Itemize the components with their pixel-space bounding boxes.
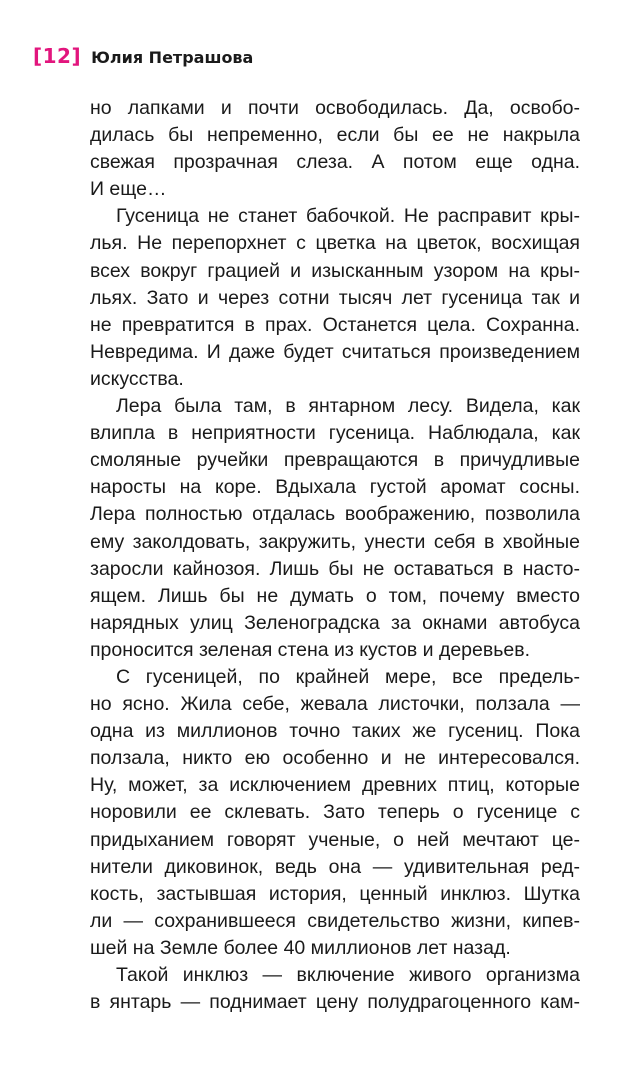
text-line: С гусеницей, по крайней мере, все предель- [116,665,580,688]
text-line: не превратится в прах. Останется цела. Сохранна. [90,313,580,336]
text-line: нарядных улиц Зеленоградска за окнами автобуса [90,611,580,634]
text-line: нители диковинок, ведь она — удивительная ред- [90,855,580,878]
text-line: дилась бы непременно, если бы ее не накрыла [90,124,580,147]
text-line: придыханием говорят ученые, о ней мечтают це- [90,828,580,851]
text-line: ползала, никто ею особенно и не интересовался. [90,747,580,770]
text-line: Гусеница не станет бабочкой. Не расправит кры- [116,205,580,228]
text-line: всех вокруг грацией и изысканным узором на кры- [90,259,580,282]
text-line: в янтарь — поднимает цену полудрагоценного кам- [90,991,580,1014]
page-number: [12] [33,44,82,68]
text-line: ли — сохранившееся свидетельство жизни, кипев- [90,909,580,932]
text-line: Ну, может, за исключением древних птиц, которые [90,774,580,797]
text-line: льях. Зато и через сотни тысяч лет гусеница так и [90,286,580,309]
text-line: норовили ее склевать. Зато теперь о гусенице с [90,801,580,824]
text-line: наросты на коре. Вдыхала густой аромат сосны. [90,476,580,499]
text-line: И еще… [90,178,167,201]
text-line: заросли кайнозоя. Лишь бы не оставаться в насто- [90,557,580,580]
text-line: но лапками и почти освободилась. Да, освобо- [90,97,580,119]
text-line: свежая прозрачная слеза. А потом еще одна. [90,151,580,174]
text-line: кость, застывшая история, ценный инклюз. Шутка [90,882,580,905]
text-line: влипла в неприятности гусеница. Наблюдала, как [90,422,580,445]
text-line: ему заколдовать, закружить, унести себя в хвойные [90,530,580,553]
text-line: искусства. [90,367,184,390]
text-line: Лера полностью отдалась воображению, позволила [90,503,580,526]
body-text [90,95,580,1016]
running-header [33,44,253,68]
text-line: шей на Земле более 40 миллионов лет назад. [90,936,511,959]
text-line: проносится зеленая стена из кустов и деревьев. [90,638,530,661]
text-line: лья. Не перепорхнет с цветка на цветок, восхищая [90,232,580,255]
author-name: Юлия Петрашова [91,48,254,67]
text-line: одна из миллионов точно таких же гусениц. Пока [90,720,580,743]
text-line: ящем. Лишь бы не думать о том, почему вместо [90,584,580,607]
text-line: Лера была там, в янтарном лесу. Видела, как [116,395,580,418]
text-line: Такой инклюз — включение живого организма [116,964,580,986]
text-line: смоляные ручейки превращаются в причудливые [90,449,580,472]
text-line: Невредима. И даже будет считаться произведением [90,340,580,363]
text-line: но ясно. Жила себе, жевала листочки, ползала — [90,693,580,716]
